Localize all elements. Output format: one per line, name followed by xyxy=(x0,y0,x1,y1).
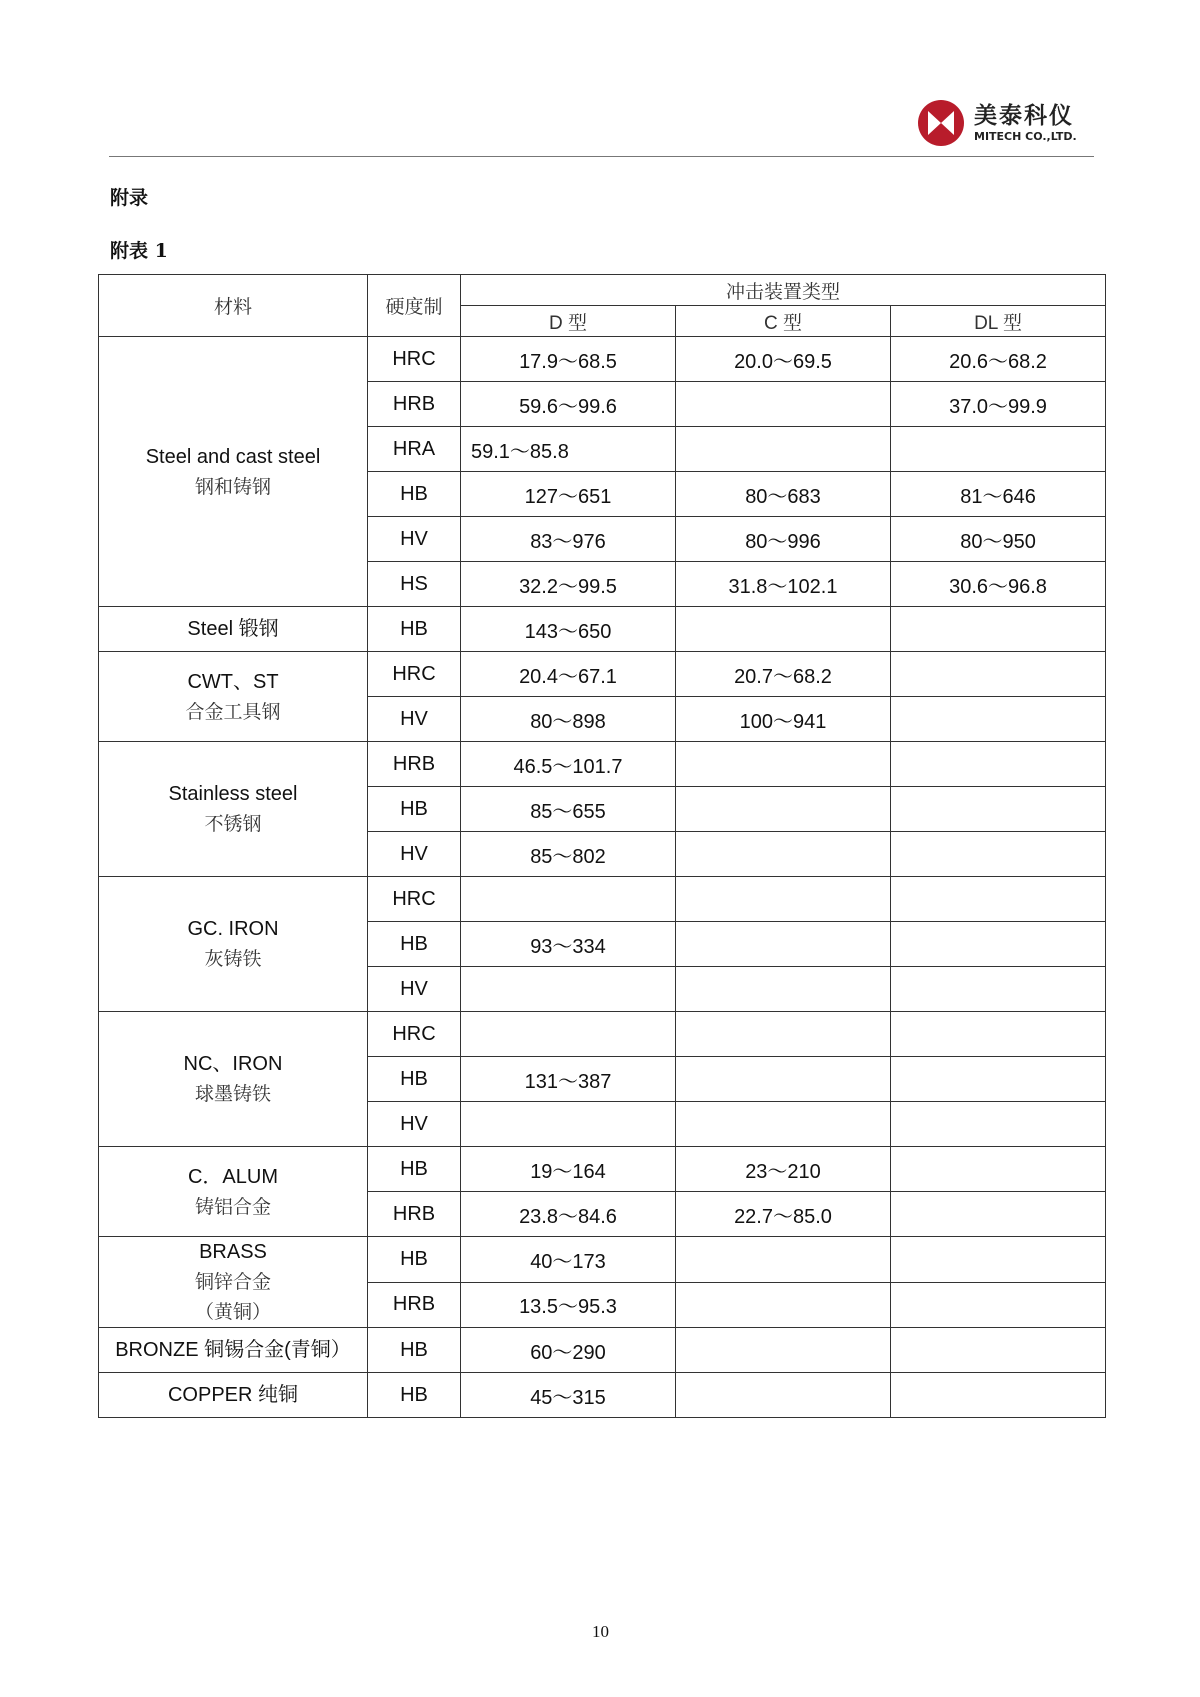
c-value xyxy=(676,1373,891,1418)
header-row xyxy=(99,275,1106,306)
material-en: Stainless steel xyxy=(168,783,298,805)
c-value: 22.7～85.0 xyxy=(676,1192,891,1237)
c-value xyxy=(676,922,891,967)
d-value xyxy=(461,1012,676,1057)
table-row xyxy=(99,877,1106,922)
d-value: 23.8～84.6 xyxy=(461,1192,676,1237)
c-value xyxy=(676,1057,891,1102)
table-row xyxy=(99,1373,1106,1418)
dl-value xyxy=(891,427,1106,472)
table-row xyxy=(99,1237,1106,1283)
d-value: 46.5～101.7 xyxy=(461,742,676,787)
table-row xyxy=(99,652,1106,697)
d-value: 17.9～68.5 xyxy=(461,337,676,382)
c-value xyxy=(676,1237,891,1283)
material-cn2: （黄铜） xyxy=(194,1301,271,1323)
c-value xyxy=(676,382,891,427)
scale-cell: HRB xyxy=(368,1282,461,1328)
scale-cell: HRC xyxy=(368,652,461,697)
d-value xyxy=(461,1102,676,1147)
c-value: 100～941 xyxy=(676,697,891,742)
c-value xyxy=(676,427,891,472)
header-rule xyxy=(109,156,1094,157)
dl-value xyxy=(891,1102,1106,1147)
table-row xyxy=(99,607,1106,652)
scale-cell: HV xyxy=(368,697,461,742)
material-en: GC. IRON xyxy=(187,918,279,940)
c-value xyxy=(676,1282,891,1328)
d-value: 45～315 xyxy=(461,1373,676,1418)
c-value xyxy=(676,1012,891,1057)
header-c: C 型 xyxy=(676,306,891,337)
dl-value xyxy=(891,607,1106,652)
d-value: 20.4～67.1 xyxy=(461,652,676,697)
logo-mark-icon xyxy=(918,100,964,146)
d-value: 83～976 xyxy=(461,517,676,562)
material-cell xyxy=(99,1147,368,1237)
scale-cell: HS xyxy=(368,562,461,607)
scale-cell: HRB xyxy=(368,382,461,427)
material-cn: 灰铸铁 xyxy=(204,948,262,970)
dl-value xyxy=(891,1373,1106,1418)
dl-value: 30.6～96.8 xyxy=(891,562,1106,607)
scale-cell: HB xyxy=(368,472,461,517)
logo-cn: 美泰科仪 xyxy=(974,102,1074,129)
d-value: 59.1～85.8 xyxy=(461,427,676,472)
table-row xyxy=(99,1328,1106,1373)
d-value: 80～898 xyxy=(461,697,676,742)
d-value: 19～164 xyxy=(461,1147,676,1192)
d-value xyxy=(461,877,676,922)
dl-value xyxy=(891,1057,1106,1102)
c-value xyxy=(676,832,891,877)
c-value xyxy=(676,742,891,787)
scale-cell: HB xyxy=(368,1328,461,1373)
hardness-table xyxy=(98,274,1106,1418)
d-value: 143～650 xyxy=(461,607,676,652)
material-cn: 铜锌合金 xyxy=(194,1271,271,1293)
material-en: BRASS xyxy=(199,1241,267,1263)
material-en: Steel and cast steel xyxy=(145,445,321,468)
material-en: BRONZE 铜锡合金(青铜） xyxy=(115,1339,351,1361)
dl-value xyxy=(891,1237,1106,1283)
material-en: COPPER 纯铜 xyxy=(167,1384,299,1406)
scale-cell: HRA xyxy=(368,427,461,472)
scale-cell: HV xyxy=(368,967,461,1012)
d-value: 60～290 xyxy=(461,1328,676,1373)
c-value: 23～210 xyxy=(676,1147,891,1192)
d-value: 85～655 xyxy=(461,787,676,832)
c-value xyxy=(676,1102,891,1147)
dl-value xyxy=(891,967,1106,1012)
d-value xyxy=(461,967,676,1012)
dl-value: 81～646 xyxy=(891,472,1106,517)
logo-en: MITECH CO.,LTD. xyxy=(974,129,1077,143)
d-value: 85～802 xyxy=(461,832,676,877)
dl-value xyxy=(891,787,1106,832)
material-cn: 铸铝合金 xyxy=(194,1195,271,1218)
dl-value: 37.0～99.9 xyxy=(891,382,1106,427)
dl-value xyxy=(891,1192,1106,1237)
c-value xyxy=(676,787,891,832)
material-cell xyxy=(99,742,368,877)
material-cell xyxy=(99,1012,368,1147)
scale-cell: HB xyxy=(368,922,461,967)
material-en: NC、IRON xyxy=(183,1053,283,1075)
scale-cell: HV xyxy=(368,832,461,877)
scale-cell: HRB xyxy=(368,742,461,787)
table-row xyxy=(99,1012,1106,1057)
c-value xyxy=(676,877,891,922)
table-title: 附表 1 xyxy=(110,240,168,262)
header-impact-device: 冲击装置类型 xyxy=(461,275,1106,306)
material-cell xyxy=(99,337,368,607)
header-dl: DL 型 xyxy=(891,306,1106,337)
table-row xyxy=(99,742,1106,787)
dl-value xyxy=(891,742,1106,787)
scale-cell: HB xyxy=(368,1237,461,1283)
material-en: CWT、ST xyxy=(187,670,279,693)
material-cell xyxy=(99,877,368,1012)
dl-value xyxy=(891,832,1106,877)
c-value: 80～683 xyxy=(676,472,891,517)
c-value xyxy=(676,1328,891,1373)
table-row xyxy=(99,337,1106,382)
dl-value xyxy=(891,697,1106,742)
c-value xyxy=(676,967,891,1012)
d-value: 93～334 xyxy=(461,922,676,967)
scale-cell: HRC xyxy=(368,1012,461,1057)
c-value: 20.0～69.5 xyxy=(676,337,891,382)
scale-cell: HV xyxy=(368,1102,461,1147)
material-cn: 不锈钢 xyxy=(204,813,262,835)
c-value xyxy=(676,607,891,652)
dl-value xyxy=(891,1328,1106,1373)
dl-value xyxy=(891,1012,1106,1057)
scale-cell: HRC xyxy=(368,877,461,922)
d-value: 40～173 xyxy=(461,1237,676,1283)
dl-value xyxy=(891,877,1106,922)
scale-cell: HB xyxy=(368,1147,461,1192)
header-material: 材料 xyxy=(99,275,368,337)
scale-cell: HB xyxy=(368,787,461,832)
scale-cell: HRB xyxy=(368,1192,461,1237)
c-value: 20.7～68.2 xyxy=(676,652,891,697)
material-cell xyxy=(99,652,368,742)
dl-value xyxy=(891,1147,1106,1192)
material-cn: 合金工具钢 xyxy=(185,700,281,723)
table-row xyxy=(99,1147,1106,1192)
d-value: 13.5～95.3 xyxy=(461,1282,676,1328)
d-value: 131～387 xyxy=(461,1057,676,1102)
page-number: 10 xyxy=(592,1622,609,1641)
material-cell xyxy=(99,1328,368,1373)
dl-value xyxy=(891,652,1106,697)
dl-value xyxy=(891,922,1106,967)
material-en: Steel 锻钢 xyxy=(187,618,279,640)
dl-value: 20.6～68.2 xyxy=(891,337,1106,382)
scale-cell: HB xyxy=(368,1373,461,1418)
material-cn: 钢和铸钢 xyxy=(194,475,271,498)
scale-cell: HB xyxy=(368,1057,461,1102)
dl-value xyxy=(891,1282,1106,1328)
section-title: 附录 xyxy=(110,187,149,209)
header-scale: 硬度制 xyxy=(368,275,461,337)
material-en: C．ALUM xyxy=(187,1165,278,1188)
material-cn: 球墨铸铁 xyxy=(194,1083,271,1105)
d-value: 127～651 xyxy=(461,472,676,517)
material-cell xyxy=(99,1373,368,1418)
dl-value: 80～950 xyxy=(891,517,1106,562)
scale-cell: HB xyxy=(368,607,461,652)
d-value: 59.6～99.6 xyxy=(461,382,676,427)
material-cell xyxy=(99,1237,368,1328)
scale-cell: HRC xyxy=(368,337,461,382)
company-logo xyxy=(918,98,1077,148)
material-cell xyxy=(99,607,368,652)
c-value: 80～996 xyxy=(676,517,891,562)
c-value: 31.8～102.1 xyxy=(676,562,891,607)
header-d: D 型 xyxy=(461,306,676,337)
d-value: 32.2～99.5 xyxy=(461,562,676,607)
scale-cell: HV xyxy=(368,517,461,562)
